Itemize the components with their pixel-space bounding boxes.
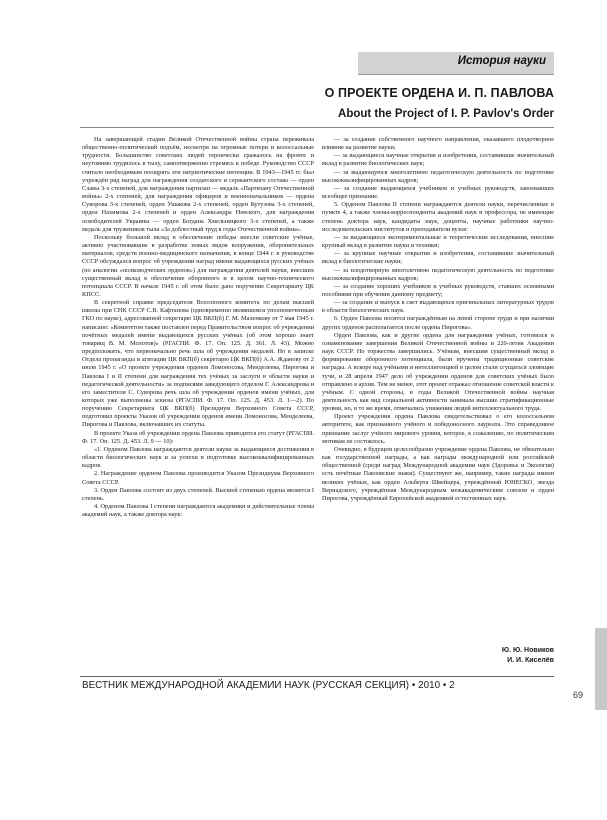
paragraph: «1. Орденом Павлова награждаются деятели науки за выдающиеся достижения в области биологических наук и за успехи в подготовке высококвалифицированных кадров. [82, 445, 314, 470]
article-title: О ПРОЕКТЕ ОРДЕНА И. П. ПАВЛОВА [324, 86, 554, 100]
title-divider [80, 127, 554, 128]
paragraph: Очевидно, в будущем целесообразно учреждение ордена Павлова, не обязательно как государственной награды, а как награды международной или российской общественной (среди наград Международной академии наук (Здоровье и Экология) есть почётные Павловские знаки). Существуют же, например, такие награды имени великих учёных, как орден Альберта Швейцера, учреждённый ЮНЕСКО, звезда Вернадского, учреждённая Международным межакадемическим союзом и орден Пирогова, учреждённый Европейской академией естественных наук. [322, 445, 554, 502]
paragraph: — за выдающиеся научные открытия и изобретения, составившие значительный вклад в развитие биологических наук; [322, 152, 554, 168]
paragraph: — за создание собственного научного направления, оказавшего плодотворное влияние на развитие науки; [322, 136, 554, 152]
paragraph: Поскольку большой вклад в обеспечение победы внесли советские учёные, активно участвовавшие в разработке новых видов вооружения, оборонительных материалов, средств военно-медицинского назначения, в конце 1944 г. в руководстве СССР обсуждался вопрос об учреждении наград имени выдающихся русских учёных (по аналогии «полководческих орденов») для награждения деятелей науки, внесших существенный вклад в обеспечение оборонного и в целом научно-технического потенциала СССР. В начале 1945 г. об этом было дано поручение Секретариату ЦК КПСС. [82, 233, 314, 298]
right-text-column [322, 136, 554, 503]
paragraph: 2. Награждение орденом Павлова производится Указом Президиума Верховного Совета СССР. [82, 470, 314, 486]
paragraph: Проект учреждения ордена Павлова свидетельствовал о его колоссальном авторитете, как признанного учёного и победоносного лауреата. Это справедливое признание заслуг учёного мирового уровня, которое, к сожалению, по политическим мотивам не состоялось. [322, 413, 554, 445]
author-signatures [502, 646, 554, 666]
journal-footer: ВЕСТНИК МЕЖДУНАРОДНОЙ АКАДЕМИИ НАУК (РУССКАЯ СЕКЦИЯ) • 2010 • 2 [82, 680, 455, 691]
paragraph: 3. Орден Павлова состоит из двух степеней. Высшей степенью ордена является I степень. [82, 486, 314, 502]
paragraph: — за создание и выпуск в свет выдающихся оригинальных литературных трудов в области биологических наук. [322, 299, 554, 315]
section-rule [358, 74, 554, 75]
paragraph: 5. Орденом Павлова II степени награждаются деятели науки, перечисленные в пункте 4, а также члены-корреспонденты академий наук и профессора, не имеющие степень доктора наук, кандидаты наук, доценты, научные работники научно-исследовательских институтов и преподаватели вузов: [322, 201, 554, 233]
paragraph: — за выдающуюся многолетнюю педагогическую деятельность по подготовке высококвалифицированных кадров; [322, 168, 554, 184]
paragraph: — за выдающиеся экспериментальные и теоретические исследования, внесшие крупный вклад в развитие науки и техники; [322, 233, 554, 250]
paragraph: Орден Павлова, как и другие ордена для награждения учёных, готовился в ознаменование завершения Великой Отечественной войны и 220-летия Академии наук СССР. Но торжества завершились. Учёным, внесшим существенный вклад в формирование оборонного потенциала, были вручены традиционные советские награды. А вскоре над учёными и интеллигенцией в целом стали сгущаться зловещие тучи, и 28 апреля 1947 дело об учреждении орденов для советских учёных было отправлено в архив. Тем не менее, этот проект отражал отношение советской власти к учёным. С одной стороны, в годы Великой Отечественной войны научная деятельность как вид социальной активности занимала высшие стратификационные уровни, но, в то же время, отмечались унижения людей интеллектуального труда. [322, 331, 554, 413]
paragraph: В секретной справке председателя Всесоюзного комитета по делам высшей школы при СНК СССР С.В. Кафтанова (одновременно являвшемся уполномоченным ГКО по науке), адресованной секретарю ЦК ВКП(б) Г. М. Маленкову от 7 мая 1945 г. написано: «Комитетом также поставлен перед Правительством вопрос об учреждении почётных медалей имени выдающихся русских учёных (об этом хорошо знает товарищ В. М. Молотов)» (РГАСПИ. Ф. 17. Оп. 125. Д. 361. Л. 43). Можно предположить, что первоначально речь шла об учреждении медалей. Но в записке Отдела пропаганды и агитации ЦК ВКП(б) секретарю ЦК ВКП(б) А.А. Жданову от 2 июля 1945 г. «О проекте учреждения орденов Ломоносова, Менделеева, Пирогова и Павлова I и II степени для награждения тех учёных за заслуги в области науки и педагогической деятельности» за подписями заведующего отделом Г. Александрова и его заместителя С. Суворова речь шла об учреждении орденов имени учёных, для которых уже выполнены эскизы (РГАСПИ. Ф. 17. Оп. 125. Д. 453. Л. 1—2). По поручению Секретариата ЦК ВКП(б) Президиум Верховного Совета СССР, подготовил проекты Указов об учреждении орденов имени Ломоносова, Менделеева, Пирогова и Павлова, включавших их статуты. [82, 299, 314, 429]
section-header-bar [358, 52, 554, 74]
page-edge-tab [595, 628, 607, 710]
section-title: История науки [457, 55, 546, 67]
left-text-column [82, 136, 314, 519]
paragraph: — за создание выдающихся учебников и учебных руководств, завоевавших всеобщее признание. [322, 184, 554, 201]
author-name: И. И. Киселёв [507, 657, 554, 664]
paragraph: — за плодотворную многолетнюю педагогическую деятельность по подготовке высококвалифицированных кадров; [322, 266, 554, 282]
author-name: Ю. Ю. Новиков [501, 647, 554, 654]
page-number: 69 [572, 690, 583, 700]
paragraph: На завершающей стадии Великой Отечественной войны страна переживала общественно-политический подъём, несмотря на огромные потери и колоссальные трудности. Большинство советских людей героически сражалось на фронте и неутомимо трудилось в тылу, самоотверженно стремясь к победе. Руководство СССР считало необходимым поощрять эти патриотические интенции. В 1943—1945 гг. был учреждён ряд наград для награждения солдатского и сержантского состава — орден Славы 3-х степеней, для награждения партизан — медаль «Партизану Отечественной войны» 2-х степеней, для награждения офицеров и военноначальников — ордена Суворова 3-х степеней, орден Ушакова 2-х степеней, орден Кутузова 3-х степеней, орден Нахимова 2-х степеней и орден Александра Невского, для награждения освободителей Украины — орден Богдана Хмельницкого 3-х степеней, а также медаль для тружеников тыла «За доблестный труд в годы Отечественной войны». [82, 136, 314, 233]
paragraph: — за создание хороших учебников и учебных руководств, ставших основными пособиями при обучении данному предмету; [322, 282, 554, 298]
paragraph: — за крупные научные открытия и изобретения, составившие значительный вклад в биологические науки; [322, 250, 554, 266]
article-subtitle: About the Project of I. P. Pavlov's Order [338, 108, 554, 120]
paragraph: В проекте Указа об учреждении ордена Павлова приводится его статут (РГАСПИ. Ф. 17. Оп. 125. Д. 453. Л. 9 — 10): [82, 429, 314, 445]
paragraph: 6. Орден Павлова носится награждённым на левой стороне груди и при наличии других орденов располагается после ордена Пирогова». [322, 315, 554, 331]
footer-rule [80, 676, 554, 677]
paragraph: 4. Орденом Павлова I степени награждаются академики и действительные члены академий наук, а также доктора наук: [82, 503, 314, 519]
